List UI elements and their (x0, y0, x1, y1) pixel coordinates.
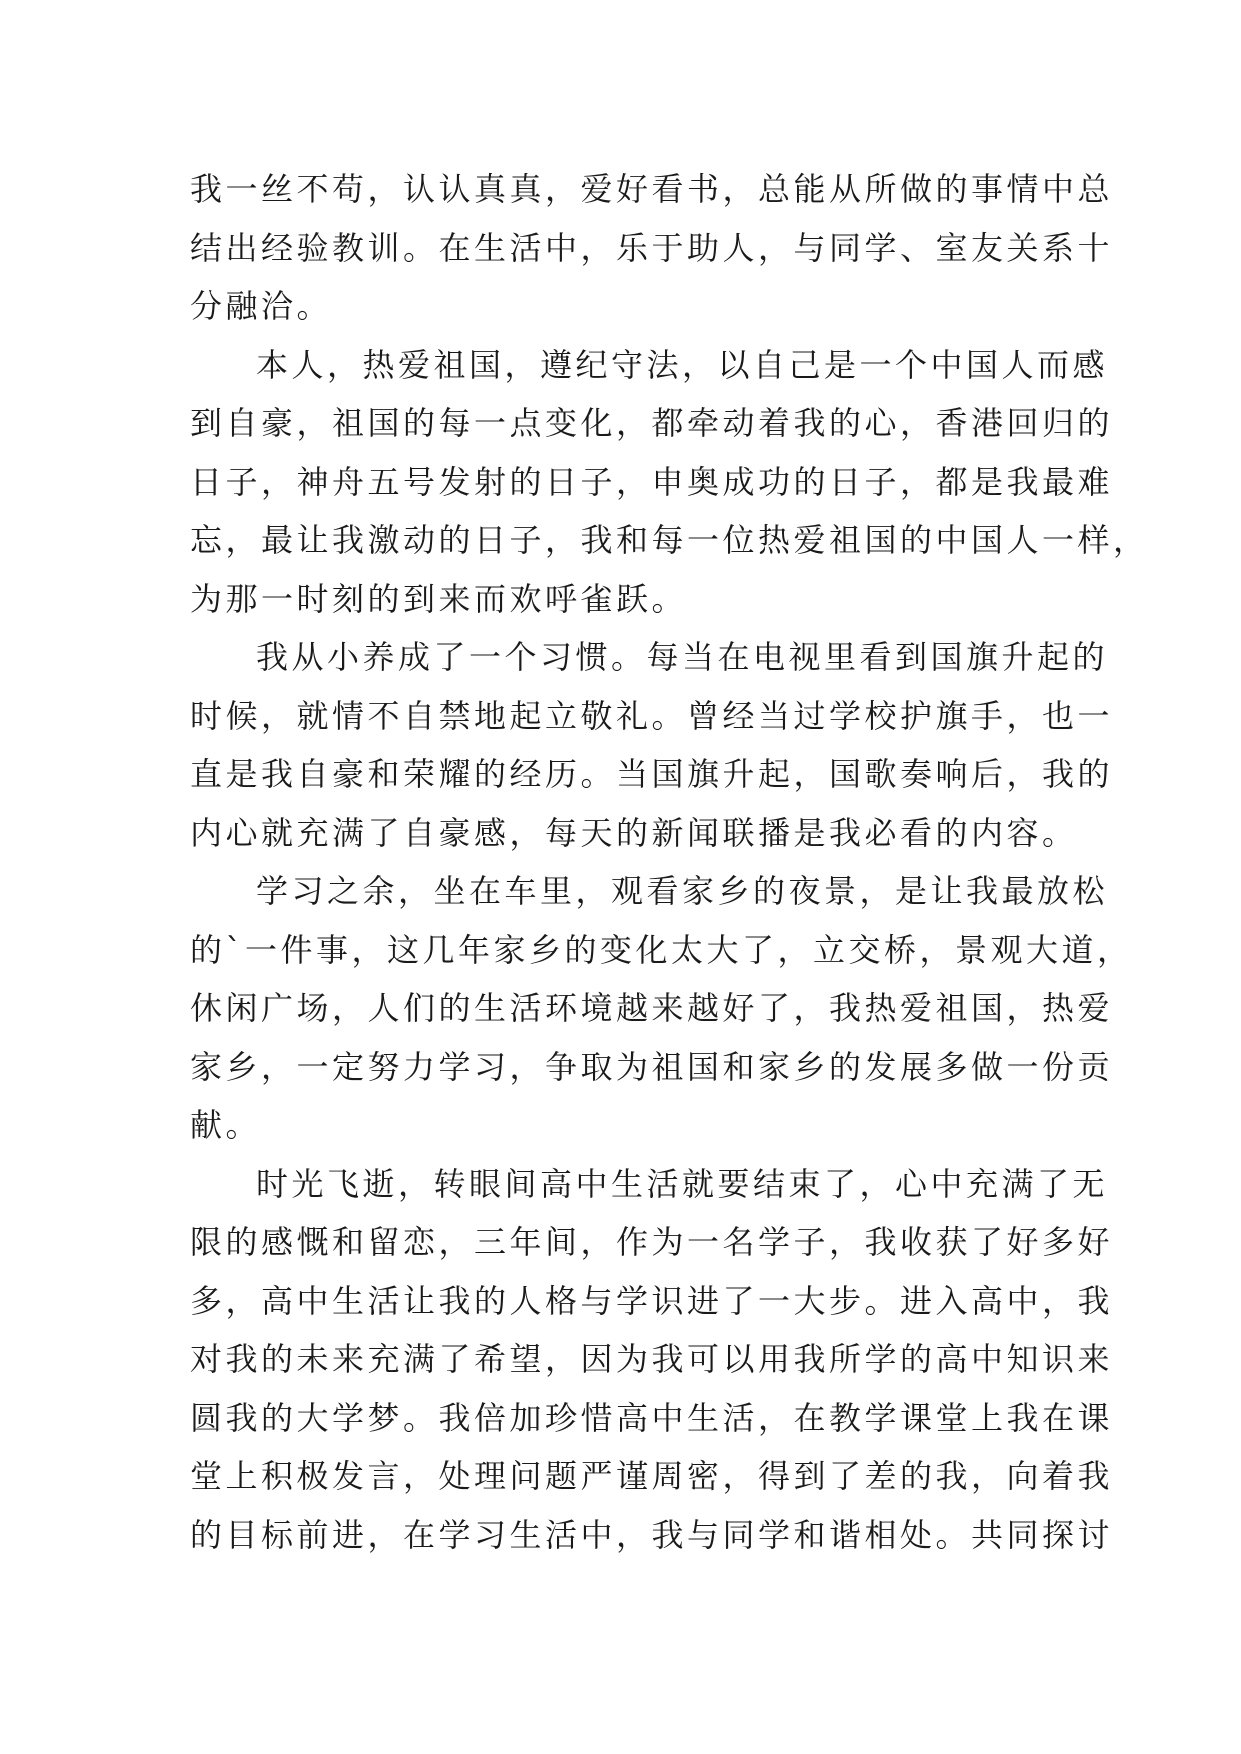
text-line-15: 休闲广场，人们的生活环境越来越好了，我热爱祖国，热爱 (190, 989, 1114, 1027)
text-line-20: 多，高中生活让我的人格与学识进了一大步。进入高中，我 (190, 1281, 1114, 1320)
text-line-22: 圆我的大学梦。我倍加珍惜高中生活，在教学课堂上我在课 (190, 1398, 1114, 1437)
text-line-6: 日子，神舟五号发射的日子，申奥成功的日子，都是我最难 (190, 462, 1114, 501)
text-line-17: 献。 (190, 1106, 262, 1144)
document-body (190, 160, 1149, 1564)
text-line-2: 结出经验教训。在生活中，乐于助人，与同学、室友关系十 (190, 228, 1114, 267)
text-line-24: 的目标前进，在学习生活中，我与同学和谐相处。共同探讨 (190, 1515, 1114, 1554)
text-line-11: 直是我自豪和荣耀的经历。当国旗升起，国歌奏响后，我的 (190, 755, 1114, 793)
text-line-21: 对我的未来充满了希望，因为我可以用我所学的高中知识来 (190, 1340, 1114, 1378)
text-line-18: 时光飞逝，转眼间高中生活就要结束了，心中充满了无 (256, 1164, 1109, 1203)
text-line-16: 家乡，一定努力学习，争取为祖国和家乡的发展多做一份贡 (190, 1047, 1114, 1086)
text-line-3: 分融洽。 (190, 287, 333, 325)
text-line-5: 到自豪，祖国的每一点变化，都牵动着我的心，香港回归的 (190, 404, 1114, 442)
text-line-23: 堂上积极发言，处理问题严谨周密，得到了差的我，向着我 (190, 1457, 1114, 1495)
text-line-13: 学习之余，坐在车里，观看家乡的夜景，是让我最放松 (256, 872, 1109, 910)
text-line-14: 的`一件事，这几年家乡的变化太大了，立交桥，景观大道， (190, 930, 1133, 969)
text-line-9: 我从小养成了一个习惯。每当在电视里看到国旗升起的 (256, 638, 1109, 676)
text-line-4: 本人，热爱祖国，遵纪守法，以自己是一个中国人而感 (256, 345, 1109, 384)
text-line-1: 我一丝不苟，认认真真，爱好看书，总能从所做的事情中总 (190, 170, 1114, 208)
text-line-10: 时候，就情不自禁地起立敬礼。曾经当过学校护旗手，也一 (190, 696, 1114, 735)
text-line-12: 内心就充满了自豪感，每天的新闻联播是我必看的内容。 (190, 813, 1078, 852)
text-line-19: 限的感慨和留恋，三年间，作为一名学子，我收获了好多好 (190, 1223, 1114, 1261)
text-line-7: 忘，最让我激动的日子，我和每一位热爱祖国的中国人一样， (190, 521, 1149, 559)
text-line-8: 为那一时刻的到来而欢呼雀跃。 (190, 579, 688, 618)
